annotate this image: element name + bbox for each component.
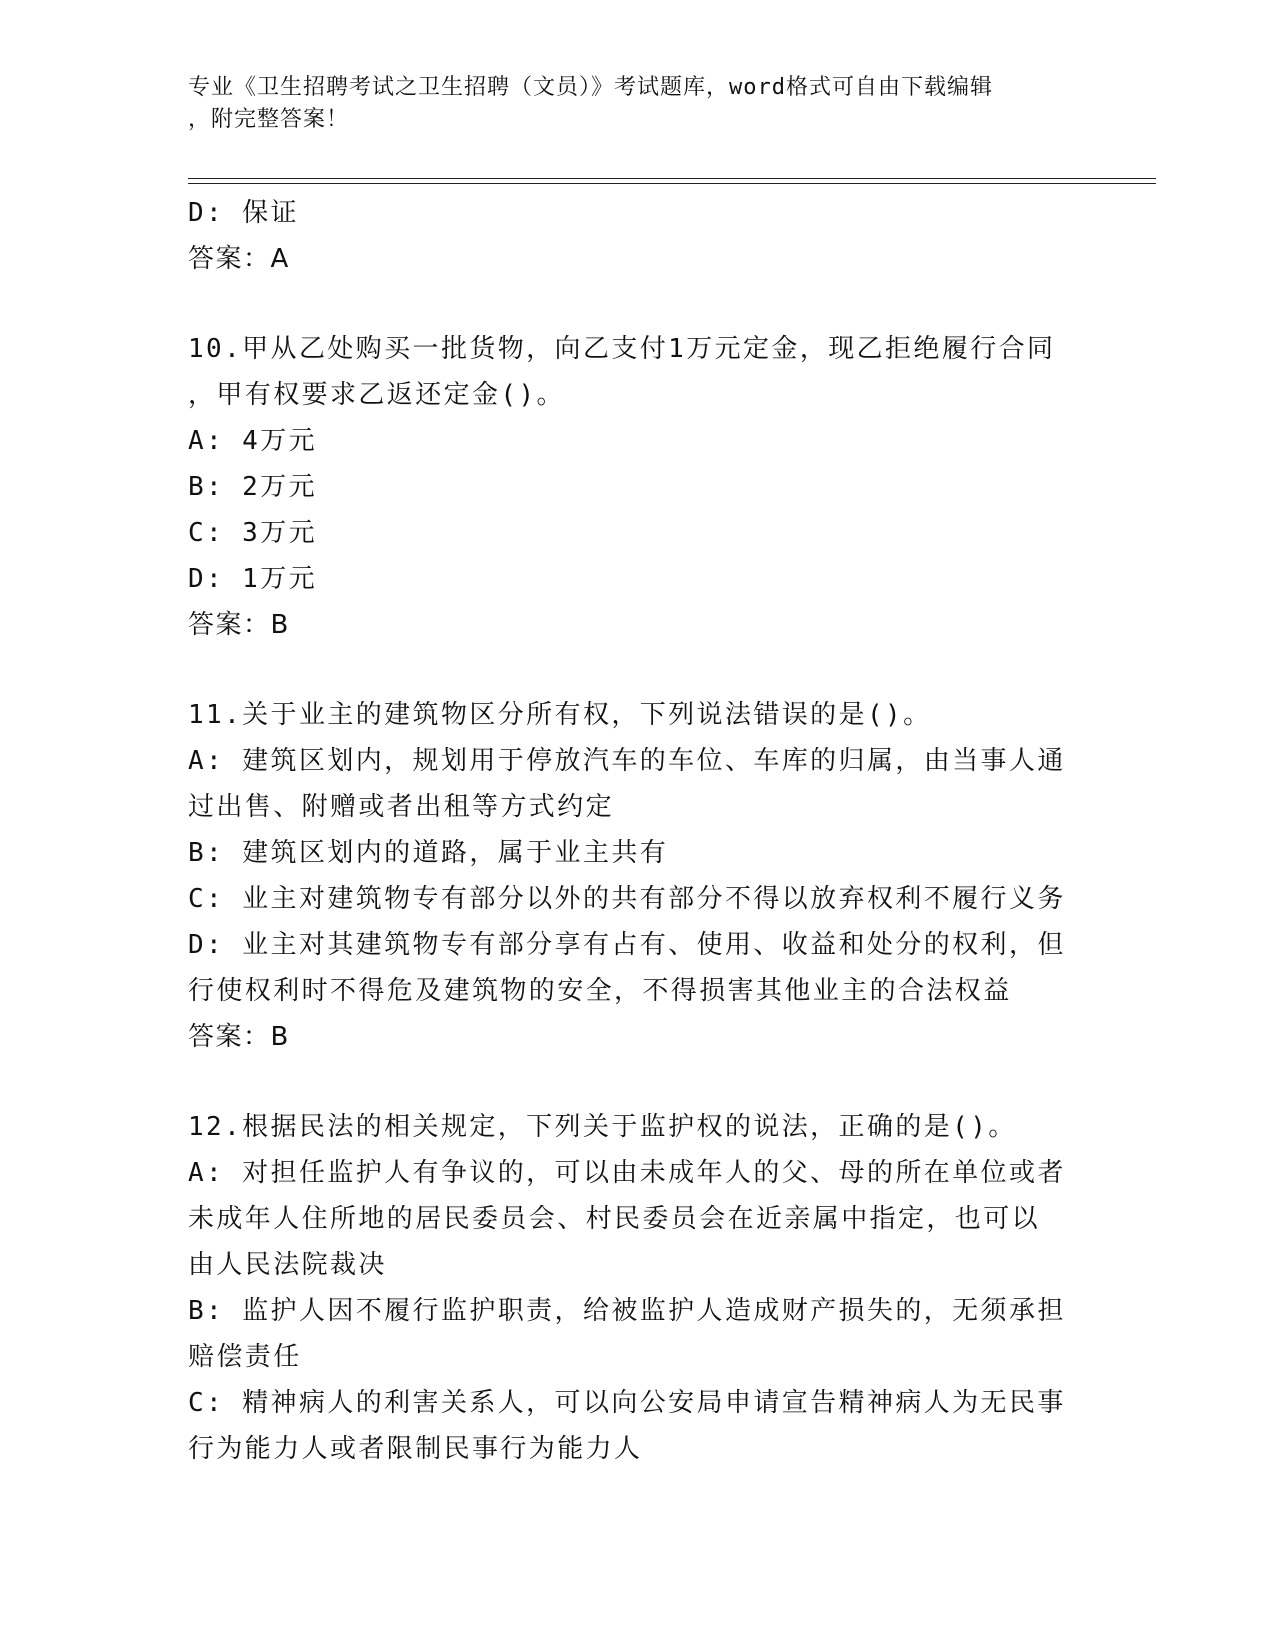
question-10 — [188, 326, 1088, 648]
option-b: B: 2万元 — [188, 472, 318, 502]
option-a: A: 建筑区划内，规划用于停放汽车的车位、车库的归属，由当事人通 — [188, 746, 1066, 776]
option-a: A: 4万元 — [188, 426, 318, 456]
option-c: C: 3万元 — [188, 518, 318, 548]
header-divider — [188, 178, 1156, 184]
option-b: 赔偿责任 — [188, 1342, 302, 1372]
question-text: 12.根据民法的相关规定，下列关于监护权的说法，正确的是()。 — [188, 1112, 1017, 1142]
answer: 答案：B — [188, 610, 290, 640]
option-a: 过出售、附赠或者出租等方式约定 — [188, 792, 615, 822]
question-text: 10.甲从乙处购买一批货物，向乙支付1万元定金，现乙拒绝履行合同 — [188, 334, 1056, 364]
header-line-1: 专业《卫生招聘考试之卫生招聘（文员）》考试题库，word格式可自由下载编辑 — [188, 75, 993, 100]
answer: 答案：B — [188, 1022, 290, 1052]
option-c: C: 精神病人的利害关系人，可以向公安局申请宣告精神病人为无民事 — [188, 1388, 1066, 1418]
spacer — [188, 1060, 1088, 1104]
option-d: D: 业主对其建筑物专有部分享有占有、使用、收益和处分的权利，但 — [188, 930, 1066, 960]
question-text: ，甲有权要求乙返还定金()。 — [188, 380, 565, 410]
option-b: B: 监护人因不履行监护职责，给被监护人造成财产损失的，无须承担 — [188, 1296, 1066, 1326]
option-d: D: 保证 — [188, 198, 299, 228]
question-12 — [188, 1104, 1088, 1472]
spacer — [188, 648, 1088, 692]
answer: 答案：A — [188, 244, 290, 274]
page-header — [188, 72, 1088, 136]
option-d: D: 1万元 — [188, 564, 318, 594]
option-a: 未成年人住所地的居民委员会、村民委员会在近亲属中指定，也可以 — [188, 1204, 1041, 1234]
option-c: C: 业主对建筑物专有部分以外的共有部分不得以放弃权利不履行义务 — [188, 884, 1066, 914]
question-11 — [188, 692, 1088, 1060]
header-line-2: ，附完整答案！ — [188, 107, 350, 132]
option-d: 行使权利时不得危及建筑物的安全，不得损害其他业主的合法权益 — [188, 976, 1012, 1006]
option-b: B: 建筑区划内的道路，属于业主共有 — [188, 838, 669, 868]
question-text: 11.关于业主的建筑物区分所有权，下列说法错误的是()。 — [188, 700, 932, 730]
question-9-tail — [188, 190, 1088, 282]
option-a: A: 对担任监护人有争议的，可以由未成年人的父、母的所在单位或者 — [188, 1158, 1066, 1188]
question-list — [188, 190, 1088, 1472]
spacer — [188, 282, 1088, 326]
option-c: 行为能力人或者限制民事行为能力人 — [188, 1434, 643, 1464]
option-a: 由人民法院裁决 — [188, 1250, 387, 1280]
